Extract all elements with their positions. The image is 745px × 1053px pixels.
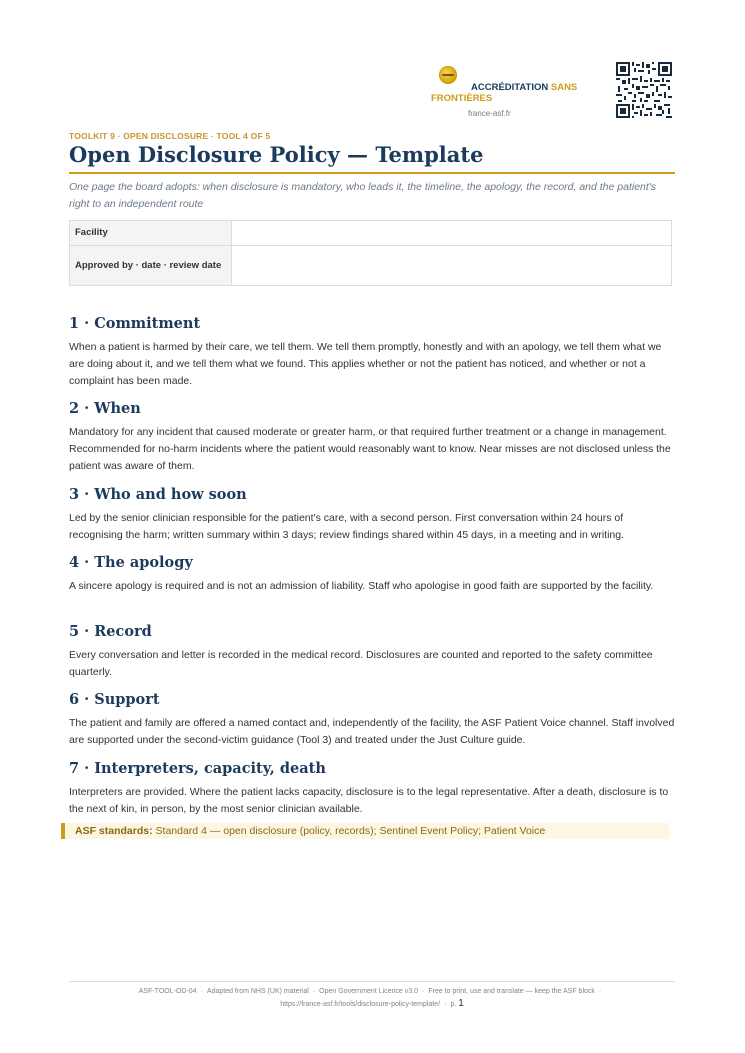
toolkit-eyebrow: TOOLKIT 9 · OPEN DISCLOSURE · TOOL 4 OF 5 xyxy=(69,131,271,141)
qr-code-icon xyxy=(616,62,672,118)
section-who-and-how-soon xyxy=(69,485,676,544)
section-body: Interpreters are provided. Where the patient lacks capacity, disclosure is to the legal representative. After a death, disclosure is to the next of kin, in person, by the most senior clinician available. xyxy=(69,786,669,815)
footer-url-link[interactable]: https://france-asf.fr/tools/disclosure-policy-template/ xyxy=(280,1001,441,1008)
page-number-prefix: p. xyxy=(450,1001,457,1008)
brand-name-part2: SANS FRONTIÈRES xyxy=(431,82,578,104)
footer-code: ASF-TOOL-OD-04 xyxy=(138,988,197,995)
section-commitment xyxy=(69,314,676,389)
footer-divider xyxy=(69,981,675,982)
section-interpreters xyxy=(69,759,676,818)
section-body: Every conversation and letter is recorded in the medical record. Disclosures are counted and reported to the safety committee quarterly. xyxy=(69,649,653,678)
brand-block xyxy=(430,64,600,124)
section-heading: 7 · Interpreters, capacity, death xyxy=(69,760,326,777)
details-form-table xyxy=(69,220,672,286)
footer-usage: Free to print, use and translate — keep the ASF block xyxy=(428,988,595,995)
page-title: Open Disclosure Policy — Template xyxy=(69,142,484,167)
section-heading: 2 · When xyxy=(69,400,141,417)
facility-label: Facility xyxy=(70,221,232,246)
section-body: Led by the senior clinician responsible for the patient's care, with a second person. First conversation within 24 hours of recognising the harm; written summary within 3 days; review findings shared within 45 days, in a meeting and in writing. xyxy=(69,512,625,541)
section-when xyxy=(69,399,676,474)
section-support xyxy=(69,690,676,749)
section-body: Mandatory for any incident that caused moderate or greater harm, or that required further treatment or a change in management. Recommended for no-harm incidents where the patient would reasonably want to know. Near misses are not disclosed unless the patient was aware of them. xyxy=(69,426,671,472)
brand-site-link[interactable]: france-asf.fr xyxy=(468,109,511,118)
section-body: A sincere apology is required and is not an admission of liability. Staff who apologise in good faith are supported by the facility. xyxy=(69,580,654,592)
approved-by-label: Approved by · date · review date xyxy=(70,246,232,286)
section-heading: 3 · Who and how soon xyxy=(69,486,247,503)
section-heading: 4 · The apology xyxy=(69,554,193,571)
footer-source: Adapted from NHS (UK) material xyxy=(206,988,309,995)
section-body: The patient and family are offered a named contact and, independently of the facility, the ASF Patient Voice channel. Staff involved are supported under the second-victim guidance (Tool 3) and treated under the Just Culture guide. xyxy=(69,717,675,746)
approved-by-field[interactable] xyxy=(232,246,672,286)
section-body: When a patient is harmed by their care, we tell them. We tell them promptly, honestly and with an apology, we tell them what we are doing about it, and we tell them what we found. This applies whether or not the patient has noticed, and whether or not a complaint has been made. xyxy=(69,341,662,387)
asf-standards-callout xyxy=(61,823,669,839)
section-heading: 6 · Support xyxy=(69,691,160,708)
footer-line-2: https://france-asf.fr/tools/disclosure-policy-template/ · p. 1 xyxy=(280,998,464,1009)
page-subtitle: One page the board adopts: when disclosure is mandatory, who leads it, the timeline, the apology, the record, and the patient's right to an independent route xyxy=(69,181,657,210)
table-row xyxy=(70,246,672,286)
title-divider xyxy=(69,172,675,174)
standards-text: Standard 4 — open disclosure (policy, records); Sentinel Event Policy; Patient Voice xyxy=(155,825,546,837)
section-apology xyxy=(69,553,676,595)
standards-label: ASF standards: xyxy=(75,825,153,837)
brand-name-part1: ACCRÉDITATION xyxy=(471,82,549,93)
section-heading: 5 · Record xyxy=(69,623,152,640)
footer-licence: Open Government Licence v3.0 xyxy=(319,988,419,995)
table-row xyxy=(70,221,672,246)
page-number: 1 xyxy=(458,998,464,1009)
facility-field[interactable] xyxy=(232,221,672,246)
section-heading: 1 · Commitment xyxy=(69,315,201,332)
section-record xyxy=(69,622,676,681)
page-footer xyxy=(69,986,675,1011)
brand-name xyxy=(431,82,606,104)
footer-line-1: ASF-TOOL-OD-04 · Adapted from NHS (UK) material · Open Government Licence v3.0 · Free to print, use and translate — keep the ASF block · xyxy=(138,988,602,995)
